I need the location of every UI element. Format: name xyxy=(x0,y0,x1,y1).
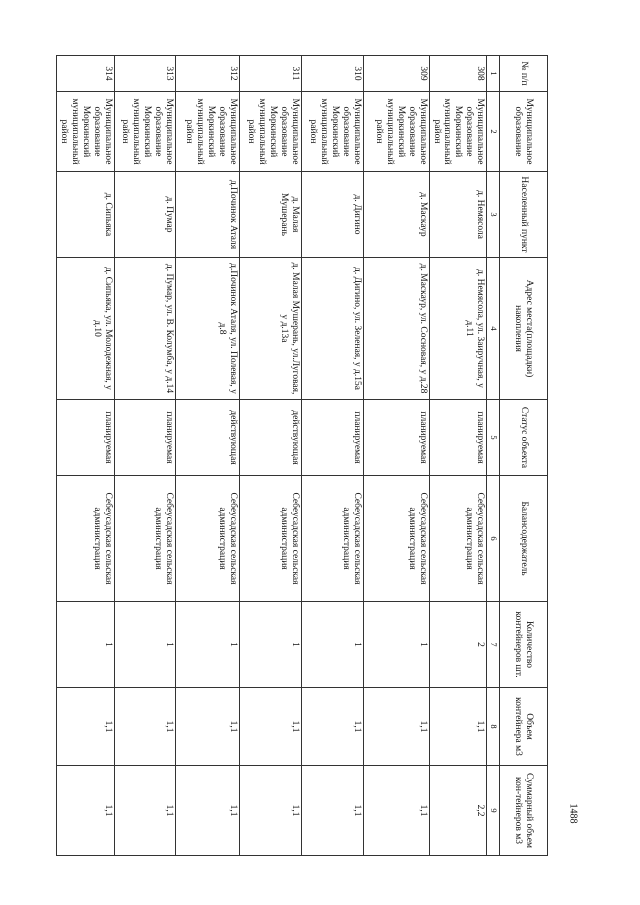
table-cell: Муниципальное образование Моркинский муниципальный район xyxy=(175,92,239,172)
table-cell: 1,1 xyxy=(363,766,429,856)
header-cell: Суммарный объем кон-тейнеров м3 xyxy=(500,766,548,856)
column-number-cell: 5 xyxy=(487,400,500,476)
table-cell: 1 xyxy=(301,602,363,688)
column-number-cell: 7 xyxy=(487,602,500,688)
table-cell: д.Починок Аталя xyxy=(175,172,239,258)
header-cell: Балансодержатель xyxy=(500,476,548,602)
table-cell: 1 xyxy=(363,602,429,688)
table-cell: 2 xyxy=(429,602,487,688)
table-cell: планируемая xyxy=(57,400,115,476)
table-cell: д. Малая Мушерань xyxy=(239,172,301,258)
table-cell: планируемая xyxy=(429,400,487,476)
table-cell: Муниципальное образование Моркинский муниципальный район xyxy=(239,92,301,172)
table-cell: 313 xyxy=(114,56,175,92)
table-wrapper xyxy=(58,55,548,855)
column-number-cell: 4 xyxy=(487,258,500,400)
table-cell: 1,1 xyxy=(301,688,363,766)
table-cell: д. Маскаур, ул. Сосновая, у д.28 xyxy=(363,258,429,400)
column-number-cell: 2 xyxy=(487,92,500,172)
table-cell: планируемая xyxy=(301,400,363,476)
table-cell: Себеусадская сельская администрация xyxy=(57,476,115,602)
column-number-cell: 6 xyxy=(487,476,500,602)
table-cell: Себеусадская сельская администрация xyxy=(175,476,239,602)
table-cell: д. Немясола xyxy=(429,172,487,258)
table-cell: 1,1 xyxy=(175,766,239,856)
table-cell: 314 xyxy=(57,56,115,92)
table-cell: Себеусадская сельская администрация xyxy=(363,476,429,602)
header-cell: Адрес места(площадки) накопления xyxy=(500,258,548,400)
table-cell: 2,2 xyxy=(429,766,487,856)
table-cell: д. Малая Мушерань, ул.Луговая, у д.13а xyxy=(239,258,301,400)
table-cell: действующая xyxy=(239,400,301,476)
table-row xyxy=(301,56,363,856)
table-cell: 1 xyxy=(57,602,115,688)
header-cell: Статус объекта xyxy=(500,400,548,476)
column-number-cell: 1 xyxy=(487,56,500,92)
table-cell: Себеусадская сельская администрация xyxy=(114,476,175,602)
table-cell: 310 xyxy=(301,56,363,92)
table-cell: Себеусадская сельская администрация xyxy=(429,476,487,602)
table-cell: д. Пумар, ул. В. Колумба, у д.14 xyxy=(114,258,175,400)
table-cell: 1,1 xyxy=(57,766,115,856)
table-cell: Себеусадская сельская администрация xyxy=(301,476,363,602)
table-row xyxy=(239,56,301,856)
table-cell: Муниципальное образование Моркинский муниципальный район xyxy=(114,92,175,172)
table-cell: Себеусадская сельская администрация xyxy=(239,476,301,602)
table-cell: планируемая xyxy=(363,400,429,476)
table-row xyxy=(429,56,487,856)
table-cell: 1,1 xyxy=(239,766,301,856)
table-row xyxy=(114,56,175,856)
column-number-cell: 3 xyxy=(487,172,500,258)
table-cell: 1,1 xyxy=(114,688,175,766)
column-number-cell: 9 xyxy=(487,766,500,856)
header-cell: Населенный пункт xyxy=(500,172,548,258)
table-cell: д. Маскаур xyxy=(363,172,429,258)
table-cell: 308 xyxy=(429,56,487,92)
table-row xyxy=(175,56,239,856)
table-cell: Муниципальное образование Моркинский муниципальный район xyxy=(429,92,487,172)
table-cell: 309 xyxy=(363,56,429,92)
table-cell: 1 xyxy=(114,602,175,688)
table-cell: д.Починок Аталя, ул. Полевая, у д.8 xyxy=(175,258,239,400)
header-cell: Количество контейнеров шт. xyxy=(500,602,548,688)
table-cell: 1,1 xyxy=(239,688,301,766)
table-cell: Муниципальное образование Моркинский муниципальный район xyxy=(363,92,429,172)
table-cell: 1,1 xyxy=(301,766,363,856)
table-cell: 1 xyxy=(175,602,239,688)
table-cell: 1,1 xyxy=(175,688,239,766)
table-cell: д. Сипьяка, ул. Молодежная, у д.10 xyxy=(57,258,115,400)
header-row xyxy=(500,56,548,856)
table-row xyxy=(57,56,115,856)
table-cell: Муниципальное образование Моркинский муниципальный район xyxy=(301,92,363,172)
table-cell: д. Немясола, ул. Заиручная, у д.11 xyxy=(429,258,487,400)
header-cell: Муниципальное образование xyxy=(500,92,548,172)
header-cell: № п/п xyxy=(500,56,548,92)
table-cell: планируемая xyxy=(114,400,175,476)
column-number-cell: 8 xyxy=(487,688,500,766)
table-cell: д. Дигино, ул. Зеленая, у д.15а xyxy=(301,258,363,400)
table-cell: Муниципальное образование Моркинский муниципальный район xyxy=(57,92,115,172)
table-cell: 1,1 xyxy=(429,688,487,766)
table-cell: действующая xyxy=(175,400,239,476)
header-cell: Объем контейнера м3 xyxy=(500,688,548,766)
table-cell: 312 xyxy=(175,56,239,92)
table-cell: 1,1 xyxy=(114,766,175,856)
table-cell: 311 xyxy=(239,56,301,92)
table-cell: 1,1 xyxy=(57,688,115,766)
table-row xyxy=(363,56,429,856)
waste-sites-table xyxy=(56,55,548,856)
table-cell: 1 xyxy=(239,602,301,688)
column-number-row xyxy=(487,56,500,856)
table-cell: 1,1 xyxy=(363,688,429,766)
table-cell: д. Пумар xyxy=(114,172,175,258)
table-cell: д. Сипьяка xyxy=(57,172,115,258)
page-number: 1488 xyxy=(567,803,579,824)
table-cell: д. Дигино xyxy=(301,172,363,258)
